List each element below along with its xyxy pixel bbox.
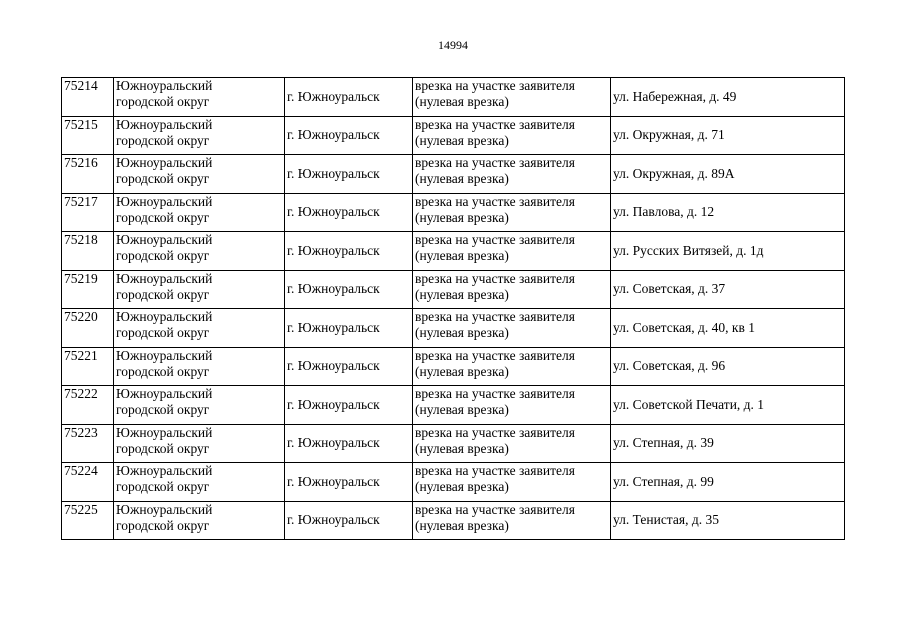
city-cell [285, 155, 413, 194]
address-text: ул. Советская, д. 37 [613, 281, 726, 297]
table-row [62, 501, 845, 540]
connection-type-line-2: (нулевая врезка) [415, 325, 509, 340]
connection-type-cell [413, 78, 611, 117]
district-line-1: Южноуральский [116, 78, 213, 93]
city-name: г. Южноуральск [287, 88, 380, 104]
district-line-2: городской округ [116, 171, 210, 186]
district-line-1: Южноуральский [116, 424, 213, 440]
district-cell [114, 347, 285, 386]
city-cell [285, 116, 413, 155]
city-name: г. Южноуральск [287, 512, 380, 528]
connection-type-line-2: (нулевая врезка) [415, 248, 509, 263]
district-cell [114, 232, 285, 271]
district-line-2: городской округ [116, 363, 210, 379]
district-line-2: городской округ [116, 286, 210, 302]
connection-type-line-1: врезка на участке заявителя [415, 309, 575, 324]
city-name: г. Южноуральск [287, 358, 380, 374]
address-text: ул. Павлова, д. 12 [613, 204, 715, 220]
city-name: г. Южноуральск [287, 473, 380, 489]
city-cell [285, 501, 413, 540]
address-text: ул. Тенистая, д. 35 [613, 512, 719, 528]
city-cell [285, 78, 413, 117]
record-number-cell [62, 270, 114, 309]
record-number: 75223 [64, 424, 98, 440]
connection-type-line-1: врезка на участке заявителя [415, 347, 575, 363]
record-number: 75214 [64, 78, 98, 93]
connection-type-cell [413, 232, 611, 271]
registry-table [61, 77, 845, 540]
registry-table-body [62, 78, 845, 540]
address-cell [611, 155, 845, 194]
connection-type-cell [413, 155, 611, 194]
district-cell [114, 424, 285, 463]
record-number: 75217 [64, 193, 98, 209]
district-cell [114, 309, 285, 348]
district-line-2: городской округ [116, 325, 210, 340]
table-row [62, 309, 845, 348]
connection-type-line-2: (нулевая врезка) [415, 132, 509, 148]
record-number-cell [62, 116, 114, 155]
district-cell [114, 155, 285, 194]
address-text: ул. Советская, д. 40, кв 1 [613, 319, 755, 335]
district-cell [114, 386, 285, 425]
table-row [62, 116, 845, 155]
connection-type-line-2: (нулевая врезка) [415, 363, 509, 379]
district-line-2: городской округ [116, 440, 210, 456]
table-row [62, 347, 845, 386]
address-cell [611, 193, 845, 232]
connection-type-line-1: врезка на участке заявителя [415, 463, 575, 478]
connection-type-line-2: (нулевая врезка) [415, 171, 509, 186]
connection-type-line-2: (нулевая врезка) [415, 402, 509, 417]
record-number: 75224 [64, 463, 98, 478]
district-line-1: Южноуральский [116, 232, 213, 247]
record-number-cell [62, 78, 114, 117]
address-cell [611, 463, 845, 502]
connection-type-cell [413, 501, 611, 540]
address-text: ул. Окружная, д. 71 [613, 127, 725, 143]
district-line-1: Южноуральский [116, 193, 213, 209]
connection-type-line-2: (нулевая врезка) [415, 94, 509, 109]
table-row [62, 270, 845, 309]
table-row [62, 155, 845, 194]
district-line-2: городской округ [116, 209, 210, 225]
address-cell [611, 347, 845, 386]
connection-type-cell [413, 347, 611, 386]
city-cell [285, 193, 413, 232]
connection-type-line-1: врезка на участке заявителя [415, 78, 575, 93]
district-line-2: городской округ [116, 132, 210, 148]
city-name: г. Южноуральск [287, 435, 380, 451]
connection-type-line-1: врезка на участке заявителя [415, 386, 575, 401]
district-cell [114, 270, 285, 309]
district-cell [114, 193, 285, 232]
address-cell [611, 386, 845, 425]
district-line-1: Южноуральский [116, 386, 213, 401]
city-name: г. Южноуральск [287, 319, 380, 335]
record-number: 75215 [64, 116, 98, 132]
connection-type-cell [413, 270, 611, 309]
city-name: г. Южноуральск [287, 127, 380, 143]
record-number-cell [62, 309, 114, 348]
city-name: г. Южноуральск [287, 396, 380, 412]
address-text: ул. Степная, д. 39 [613, 435, 714, 451]
page-number: 14994 [438, 38, 468, 52]
address-text: ул. Окружная, д. 89А [613, 165, 735, 181]
district-line-1: Южноуральский [116, 309, 213, 324]
record-number: 75222 [64, 386, 98, 401]
record-number: 75225 [64, 501, 98, 517]
address-cell [611, 270, 845, 309]
district-line-2: городской округ [116, 402, 210, 417]
district-cell [114, 501, 285, 540]
district-line-1: Южноуральский [116, 270, 213, 286]
district-line-1: Южноуральский [116, 463, 213, 478]
city-cell [285, 309, 413, 348]
district-line-2: городской округ [116, 517, 210, 533]
record-number: 75218 [64, 232, 98, 247]
table-row [62, 463, 845, 502]
address-cell [611, 424, 845, 463]
address-cell [611, 78, 845, 117]
table-row [62, 232, 845, 271]
connection-type-line-1: врезка на участке заявителя [415, 232, 575, 247]
district-line-1: Южноуральский [116, 501, 213, 517]
connection-type-cell [413, 309, 611, 348]
district-line-2: городской округ [116, 94, 210, 109]
address-text: ул. Советской Печати, д. 1 [613, 396, 765, 412]
connection-type-cell [413, 193, 611, 232]
record-number-cell [62, 193, 114, 232]
connection-type-line-1: врезка на участке заявителя [415, 155, 575, 170]
address-text: ул. Русских Витязей, д. 1д [613, 242, 764, 258]
record-number-cell [62, 424, 114, 463]
record-number-cell [62, 232, 114, 271]
city-name: г. Южноуральск [287, 165, 380, 181]
address-cell [611, 232, 845, 271]
address-text: ул. Набережная, д. 49 [613, 88, 737, 104]
record-number-cell [62, 463, 114, 502]
district-line-1: Южноуральский [116, 347, 213, 363]
record-number: 75220 [64, 309, 98, 324]
address-cell [611, 116, 845, 155]
table-row [62, 78, 845, 117]
connection-type-cell [413, 424, 611, 463]
city-cell [285, 463, 413, 502]
city-cell [285, 232, 413, 271]
connection-type-line-1: врезка на участке заявителя [415, 501, 575, 517]
connection-type-line-2: (нулевая врезка) [415, 517, 509, 533]
record-number: 75221 [64, 347, 98, 363]
record-number-cell [62, 155, 114, 194]
district-cell [114, 116, 285, 155]
record-number-cell [62, 386, 114, 425]
city-cell [285, 347, 413, 386]
connection-type-cell [413, 116, 611, 155]
city-cell [285, 386, 413, 425]
address-text: ул. Советская, д. 96 [613, 358, 726, 374]
connection-type-cell [413, 463, 611, 502]
address-cell [611, 501, 845, 540]
city-name: г. Южноуральск [287, 281, 380, 297]
district-cell [114, 78, 285, 117]
record-number: 75219 [64, 270, 98, 286]
city-cell [285, 424, 413, 463]
record-number-cell [62, 501, 114, 540]
connection-type-line-1: врезка на участке заявителя [415, 116, 575, 132]
address-cell [611, 309, 845, 348]
district-line-1: Южноуральский [116, 155, 213, 170]
table-row [62, 386, 845, 425]
district-cell [114, 463, 285, 502]
table-row [62, 424, 845, 463]
connection-type-line-2: (нулевая врезка) [415, 479, 509, 494]
connection-type-cell [413, 386, 611, 425]
connection-type-line-1: врезка на участке заявителя [415, 270, 575, 286]
district-line-2: городской округ [116, 479, 210, 494]
connection-type-line-2: (нулевая врезка) [415, 209, 509, 225]
connection-type-line-2: (нулевая врезка) [415, 286, 509, 302]
record-number-cell [62, 347, 114, 386]
connection-type-line-1: врезка на участке заявителя [415, 424, 575, 440]
table-row [62, 193, 845, 232]
connection-type-line-2: (нулевая врезка) [415, 440, 509, 456]
city-name: г. Южноуральск [287, 204, 380, 220]
city-name: г. Южноуральск [287, 242, 380, 258]
district-line-2: городской округ [116, 248, 210, 263]
connection-type-line-1: врезка на участке заявителя [415, 193, 575, 209]
address-text: ул. Степная, д. 99 [613, 473, 714, 489]
district-line-1: Южноуральский [116, 116, 213, 132]
city-cell [285, 270, 413, 309]
record-number: 75216 [64, 155, 98, 170]
